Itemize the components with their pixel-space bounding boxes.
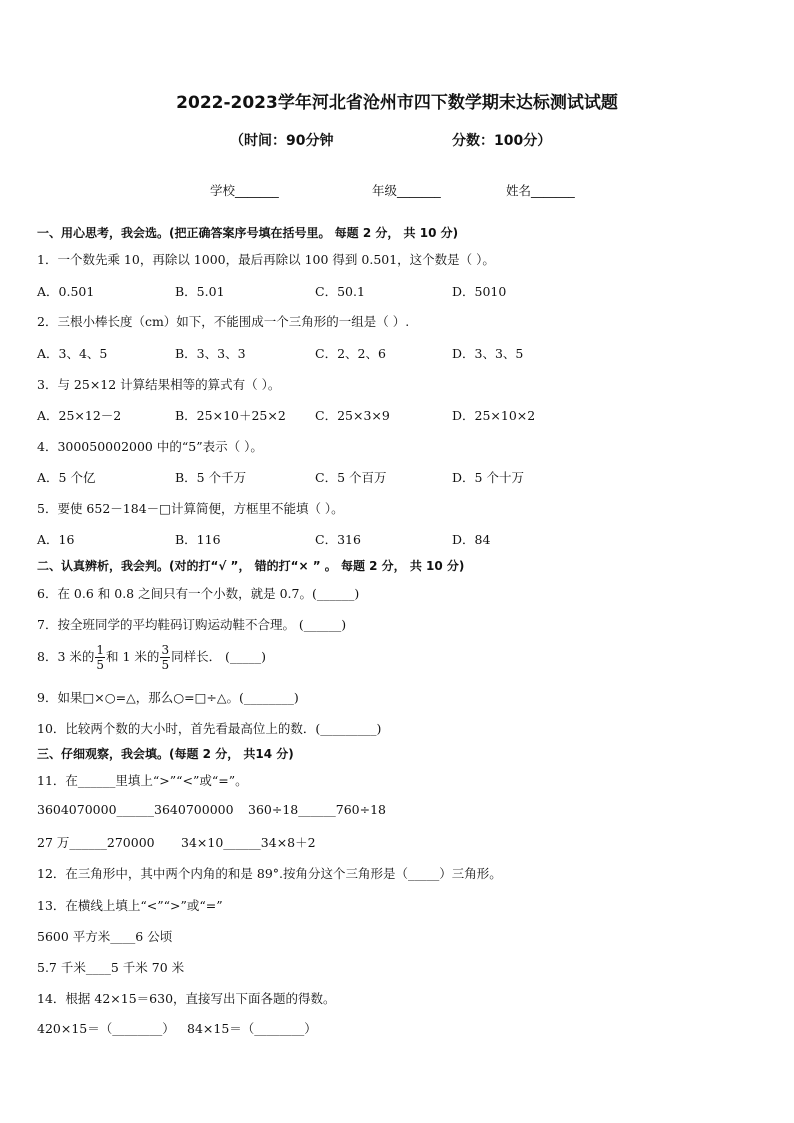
grade-field[interactable]: 年级_______ — [372, 183, 441, 198]
option-a[interactable]: A．0.501 — [37, 284, 95, 299]
option-d[interactable]: D．3、3、5 — [452, 346, 524, 361]
page-title: 2022-2023学年河北省沧州市四下数学期末达标测试试题 — [176, 93, 618, 113]
option-d[interactable]: D．84 — [452, 532, 491, 547]
question-10: 10．比较两个数的大小时，首先看最高位上的数．(_________) — [37, 721, 382, 736]
fraction-one-fifth — [95, 644, 105, 671]
section-heading-2: 二、认真辨析，我会判。(对的打“√ ”， 错的打“× ” 。 每题 2 分， 共 10 分) — [37, 559, 465, 573]
numerator: 1 — [96, 643, 105, 657]
name-field[interactable]: 姓名_______ — [506, 183, 575, 198]
compare-item[interactable]: 3604070000______3640700000 — [37, 802, 234, 817]
numerator: 3 — [161, 643, 170, 657]
exam-score: 分数：100分） — [452, 133, 552, 149]
q13-row-1[interactable]: 5600 平方米____6 公顷 — [37, 929, 173, 944]
q8-text-3: 同样长． (_____) — [171, 649, 267, 664]
option-c[interactable]: C．5 个百万 — [315, 470, 387, 485]
option-c[interactable]: C．50.1 — [315, 284, 365, 299]
option-c[interactable]: C．316 — [315, 532, 361, 547]
question-6: 6．在 0.6 和 0.8 之间只有一个小数，就是 0.7。(______) — [37, 586, 360, 601]
question-11: 11．在______里填上“>”“<”或“=”。 — [37, 773, 248, 788]
school-field[interactable]: 学校_______ — [210, 183, 279, 198]
option-b[interactable]: B．25×10＋25×2 — [175, 408, 286, 423]
compare-item[interactable]: 34×10______34×8＋2 — [181, 835, 316, 850]
section-heading-3: 三、仔细观察，我会填。(每题 2 分， 共14 分) — [37, 747, 294, 761]
answer-blank[interactable]: 420×15＝（________） — [37, 1021, 175, 1036]
question-13: 13．在横线上填上“<”“>”或“=” — [37, 898, 223, 913]
question-4: 4．300050002000 中的“5”表示（ ）。 — [37, 439, 263, 454]
question-3: 3．与 25×12 计算结果相等的算式有（ ）。 — [37, 377, 281, 392]
question-7: 7．按全班同学的平均鞋码订购运动鞋不合理。 (______) — [37, 617, 347, 632]
exam-time: （时间：90分钟 — [230, 133, 334, 149]
option-b[interactable]: B．5 个千万 — [175, 470, 247, 485]
answer-blank[interactable]: 84×15＝（________） — [187, 1021, 317, 1036]
question-9: 9．如果□×○=△，那么○=□÷△。(________) — [37, 690, 299, 705]
option-d[interactable]: D．25×10×2 — [452, 408, 536, 423]
compare-item[interactable]: 360÷18______760÷18 — [248, 802, 386, 817]
option-c[interactable]: C．2、2、6 — [315, 346, 386, 361]
question-12: 12．在三角形中，其中两个内角的和是 89°.按角分这个三角形是（_____）三角形。 — [37, 866, 502, 881]
question-2: 2．三根小棒长度（cm）如下，不能围成一个三角形的一组是（ ）. — [37, 314, 410, 329]
question-14: 14．根据 42×15＝630，直接写出下面各题的得数。 — [37, 991, 336, 1006]
option-b[interactable]: B．5.01 — [175, 284, 225, 299]
fraction-three-fifths — [160, 644, 170, 671]
option-d[interactable]: D．5010 — [452, 284, 507, 299]
compare-item[interactable]: 27 万______270000 — [37, 835, 155, 850]
option-a[interactable]: A．25×12－2 — [37, 408, 122, 423]
option-d[interactable]: D．5 个十万 — [452, 470, 524, 485]
option-c[interactable]: C．25×3×9 — [315, 408, 390, 423]
option-b[interactable]: B．116 — [175, 532, 221, 547]
denominator: 5 — [96, 658, 105, 672]
q8-text-2: 和 1 米的 — [106, 649, 160, 664]
question-5: 5．要使 652－184－□计算简便，方框里不能填（ ）。 — [37, 501, 344, 516]
question-8 — [37, 640, 266, 674]
option-b[interactable]: B．3、3、3 — [175, 346, 246, 361]
section-heading-1: 一、用心思考，我会选。(把正确答案序号填在括号里。 每题 2 分， 共 10 分) — [37, 226, 459, 240]
option-a[interactable]: A．3、4、5 — [37, 346, 108, 361]
q8-text-1: 8．3 米的 — [37, 649, 95, 664]
q13-row-2[interactable]: 5.7 千米____5 千米 70 米 — [37, 960, 185, 975]
option-a[interactable]: A．16 — [37, 532, 75, 547]
question-1: 1．一个数先乘 10，再除以 1000，最后再除以 100 得到 0.501，这个数是（ ）。 — [37, 252, 495, 267]
denominator: 5 — [161, 658, 170, 672]
option-a[interactable]: A．5 个亿 — [37, 470, 96, 485]
